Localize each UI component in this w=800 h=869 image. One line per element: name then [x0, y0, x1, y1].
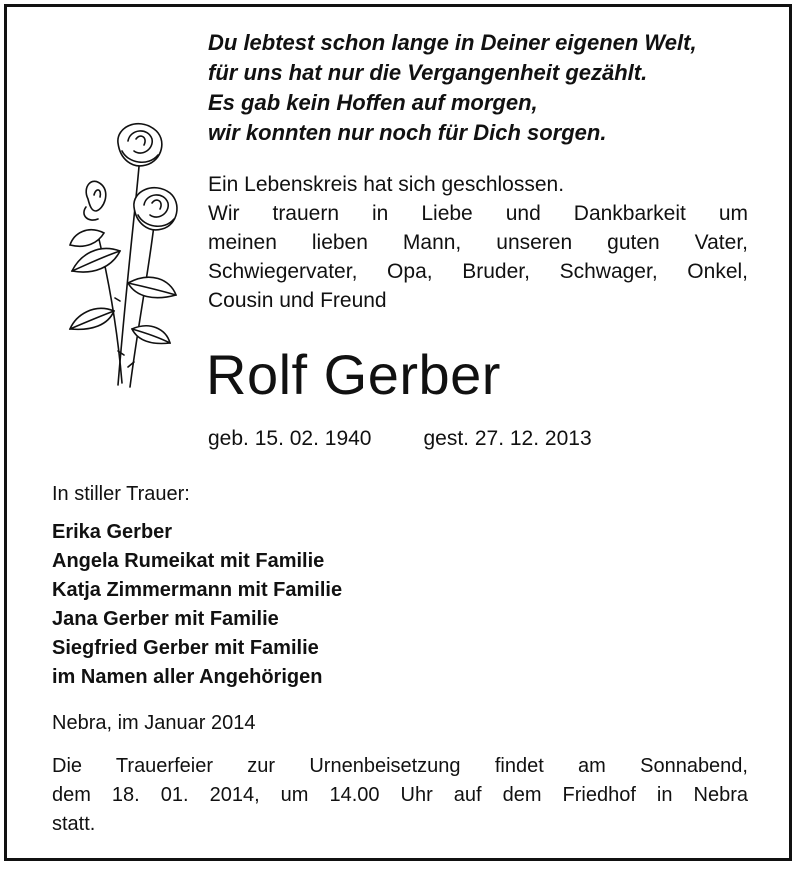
poem-line: für uns hat nur die Vergangenheit gezählt. — [208, 60, 648, 85]
intro-line: Cousin und Freund — [208, 289, 387, 312]
mourners-list — [52, 518, 342, 692]
funeral-notice — [52, 752, 748, 839]
intro-line: Wir trauern in Liebe und Dankbarkeit um — [208, 202, 748, 225]
mourning-label: In stiller Trauer: — [52, 483, 190, 505]
life-dates — [208, 424, 592, 454]
notice-line: dem 18. 01. 2014, um 14.00 Uhr auf dem Friedhof in Nebra — [52, 784, 748, 806]
intro-text — [208, 170, 748, 315]
mourner-name: Erika Gerber — [52, 521, 173, 543]
intro-line: Ein Lebenskreis hat sich geschlossen. — [208, 173, 565, 196]
intro-line: Schwiegervater, Opa, Bruder, Schwager, Onkel, — [208, 260, 748, 283]
poem-line: wir konnten nur noch für Dich sorgen. — [208, 120, 607, 145]
death-date: gest. 27. 12. 2013 — [423, 427, 592, 450]
poem-line: Du lebtest schon lange in Deiner eigenen Welt, — [208, 30, 697, 55]
deceased-name: Rolf Gerber — [206, 343, 501, 406]
notice-line: Die Trauerfeier zur Urnenbeisetzung findet am Sonnabend, — [52, 755, 748, 777]
intro-line: meinen lieben Mann, unseren guten Vater, — [208, 231, 748, 254]
mourner-name: Angela Rumeikat mit Familie — [52, 550, 325, 572]
place-date: Nebra, im Januar 2014 — [52, 712, 256, 734]
poem-line: Es gab kein Hoffen auf morgen, — [208, 90, 538, 115]
notice-line: statt. — [52, 813, 96, 835]
rose-illustration-icon — [58, 115, 188, 395]
mourner-name: Siegfried Gerber mit Familie — [52, 637, 319, 659]
mourner-name: im Namen aller Angehörigen — [52, 666, 323, 688]
mourner-name: Jana Gerber mit Familie — [52, 608, 279, 630]
poem — [208, 28, 768, 148]
mourner-name: Katja Zimmermann mit Familie — [52, 579, 343, 601]
birth-date: geb. 15. 02. 1940 — [208, 427, 372, 450]
